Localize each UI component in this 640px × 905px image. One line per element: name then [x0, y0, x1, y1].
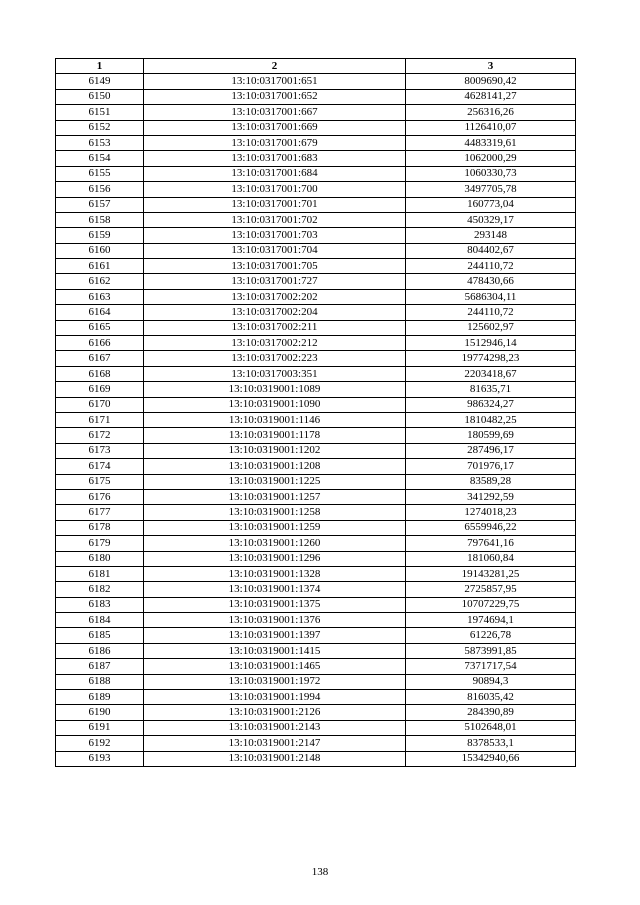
cadastral-number-cell: 13:10:0317001:700 [144, 182, 406, 197]
column-header-2: 2 [144, 59, 406, 74]
value-cell: 701976,17 [406, 459, 576, 474]
table-row [56, 443, 576, 458]
row-number-cell: 6176 [56, 489, 144, 504]
table-row [56, 520, 576, 535]
table-row [56, 428, 576, 443]
cadastral-number-cell: 13:10:0317001:679 [144, 135, 406, 150]
row-number-cell: 6187 [56, 659, 144, 674]
value-cell: 287496,17 [406, 443, 576, 458]
row-number-cell: 6181 [56, 566, 144, 581]
table-row [56, 659, 576, 674]
value-cell: 4483319,61 [406, 135, 576, 150]
table-row [56, 720, 576, 735]
table-header-row [56, 59, 576, 74]
cadastral-number-cell: 13:10:0319001:1375 [144, 597, 406, 612]
row-number-cell: 6170 [56, 397, 144, 412]
cadastral-number-cell: 13:10:0319001:1260 [144, 536, 406, 551]
cadastral-number-cell: 13:10:0319001:1374 [144, 582, 406, 597]
value-cell: 804402,67 [406, 243, 576, 258]
table-row [56, 305, 576, 320]
row-number-cell: 6166 [56, 336, 144, 351]
table-row [56, 320, 576, 335]
value-cell: 2725857,95 [406, 582, 576, 597]
table-row [56, 382, 576, 397]
row-number-cell: 6158 [56, 212, 144, 227]
cadastral-number-cell: 13:10:0317002:223 [144, 351, 406, 366]
table-row [56, 274, 576, 289]
table-row [56, 597, 576, 612]
table-row [56, 582, 576, 597]
row-number-cell: 6172 [56, 428, 144, 443]
cadastral-number-cell: 13:10:0319001:1208 [144, 459, 406, 474]
value-cell: 3497705,78 [406, 182, 576, 197]
table-body [56, 74, 576, 767]
value-cell: 478430,66 [406, 274, 576, 289]
row-number-cell: 6161 [56, 259, 144, 274]
cadastral-number-cell: 13:10:0317001:683 [144, 151, 406, 166]
value-cell: 797641,16 [406, 536, 576, 551]
value-cell: 293148 [406, 228, 576, 243]
row-number-cell: 6162 [56, 274, 144, 289]
column-header-1: 1 [56, 59, 144, 74]
cadastral-number-cell: 13:10:0319001:2148 [144, 751, 406, 766]
value-cell: 19143281,25 [406, 566, 576, 581]
cadastral-number-cell: 13:10:0319001:1089 [144, 382, 406, 397]
cadastral-number-cell: 13:10:0319001:1465 [144, 659, 406, 674]
value-cell: 83589,28 [406, 474, 576, 489]
cadastral-number-cell: 13:10:0317001:727 [144, 274, 406, 289]
table-row [56, 105, 576, 120]
row-number-cell: 6183 [56, 597, 144, 612]
value-cell: 19774298,23 [406, 351, 576, 366]
cadastral-number-cell: 13:10:0317002:211 [144, 320, 406, 335]
table-row [56, 135, 576, 150]
table-row [56, 289, 576, 304]
table-row [56, 212, 576, 227]
row-number-cell: 6169 [56, 382, 144, 397]
row-number-cell: 6174 [56, 459, 144, 474]
row-number-cell: 6185 [56, 628, 144, 643]
cadastral-number-cell: 13:10:0319001:1225 [144, 474, 406, 489]
value-cell: 1810482,25 [406, 412, 576, 427]
row-number-cell: 6177 [56, 505, 144, 520]
row-number-cell: 6178 [56, 520, 144, 535]
table-row [56, 536, 576, 551]
table-row [56, 628, 576, 643]
cadastral-number-cell: 13:10:0319001:1090 [144, 397, 406, 412]
cadastral-number-cell: 13:10:0317002:202 [144, 289, 406, 304]
value-cell: 5102648,01 [406, 720, 576, 735]
table-row [56, 736, 576, 751]
cadastral-number-cell: 13:10:0317001:703 [144, 228, 406, 243]
cadastral-number-cell: 13:10:0319001:1972 [144, 674, 406, 689]
table-row [56, 751, 576, 766]
cadastral-number-cell: 13:10:0319001:1376 [144, 613, 406, 628]
value-cell: 816035,42 [406, 690, 576, 705]
table-row [56, 366, 576, 381]
cadastral-number-cell: 13:10:0317001:704 [144, 243, 406, 258]
table-row [56, 505, 576, 520]
row-number-cell: 6193 [56, 751, 144, 766]
value-cell: 1126410,07 [406, 120, 576, 135]
value-cell: 284390,89 [406, 705, 576, 720]
cadastral-number-cell: 13:10:0317002:212 [144, 336, 406, 351]
value-cell: 8009690,42 [406, 74, 576, 89]
value-cell: 7371717,54 [406, 659, 576, 674]
row-number-cell: 6175 [56, 474, 144, 489]
value-cell: 1512946,14 [406, 336, 576, 351]
value-cell: 1060330,73 [406, 166, 576, 181]
row-number-cell: 6173 [56, 443, 144, 458]
row-number-cell: 6154 [56, 151, 144, 166]
table-row [56, 397, 576, 412]
row-number-cell: 6191 [56, 720, 144, 735]
row-number-cell: 6164 [56, 305, 144, 320]
cadastral-number-cell: 13:10:0319001:1415 [144, 643, 406, 658]
value-cell: 181060,84 [406, 551, 576, 566]
value-cell: 1062000,29 [406, 151, 576, 166]
cadastral-number-cell: 13:10:0317001:701 [144, 197, 406, 212]
cadastral-number-cell: 13:10:0317001:669 [144, 120, 406, 135]
cadastral-number-cell: 13:10:0319001:1397 [144, 628, 406, 643]
value-cell: 4628141,27 [406, 89, 576, 104]
column-header-3: 3 [406, 59, 576, 74]
row-number-cell: 6167 [56, 351, 144, 366]
row-number-cell: 6151 [56, 105, 144, 120]
value-cell: 8378533,1 [406, 736, 576, 751]
cadastral-number-cell: 13:10:0317001:684 [144, 166, 406, 181]
value-cell: 5873991,85 [406, 643, 576, 658]
row-number-cell: 6168 [56, 366, 144, 381]
cadastral-number-cell: 13:10:0317001:667 [144, 105, 406, 120]
value-cell: 90894,3 [406, 674, 576, 689]
cadastral-number-cell: 13:10:0319001:1202 [144, 443, 406, 458]
cadastral-number-cell: 13:10:0317001:651 [144, 74, 406, 89]
cadastral-number-cell: 13:10:0317002:204 [144, 305, 406, 320]
table-row [56, 182, 576, 197]
table-row [56, 351, 576, 366]
value-cell: 341292,59 [406, 489, 576, 504]
table-row [56, 705, 576, 720]
value-cell: 450329,17 [406, 212, 576, 227]
table-row [56, 643, 576, 658]
cadastral-number-cell: 13:10:0319001:2143 [144, 720, 406, 735]
cadastral-number-cell: 13:10:0319001:1257 [144, 489, 406, 504]
row-number-cell: 6159 [56, 228, 144, 243]
value-cell: 5686304,11 [406, 289, 576, 304]
row-number-cell: 6160 [56, 243, 144, 258]
cadastral-number-cell: 13:10:0317001:702 [144, 212, 406, 227]
table-row [56, 74, 576, 89]
cadastral-number-cell: 13:10:0319001:1258 [144, 505, 406, 520]
table-row [56, 166, 576, 181]
table-row [56, 690, 576, 705]
page-number: 138 [311, 866, 329, 878]
value-cell: 61226,78 [406, 628, 576, 643]
table-row [56, 489, 576, 504]
table-row [56, 613, 576, 628]
row-number-cell: 6157 [56, 197, 144, 212]
value-cell: 1274018,23 [406, 505, 576, 520]
value-cell: 180599,69 [406, 428, 576, 443]
cadastral-number-cell: 13:10:0319001:1146 [144, 412, 406, 427]
row-number-cell: 6186 [56, 643, 144, 658]
row-number-cell: 6179 [56, 536, 144, 551]
cadastral-number-cell: 13:10:0317003:351 [144, 366, 406, 381]
table-row [56, 228, 576, 243]
row-number-cell: 6171 [56, 412, 144, 427]
table-row [56, 674, 576, 689]
value-cell: 6559946,22 [406, 520, 576, 535]
value-cell: 244110,72 [406, 259, 576, 274]
cadastral-number-cell: 13:10:0319001:1328 [144, 566, 406, 581]
row-number-cell: 6184 [56, 613, 144, 628]
table-row [56, 459, 576, 474]
row-number-cell: 6182 [56, 582, 144, 597]
row-number-cell: 6189 [56, 690, 144, 705]
cadastral-number-cell: 13:10:0317001:705 [144, 259, 406, 274]
cadastral-number-cell: 13:10:0317001:652 [144, 89, 406, 104]
value-cell: 10707229,75 [406, 597, 576, 612]
row-number-cell: 6190 [56, 705, 144, 720]
value-cell: 125602,97 [406, 320, 576, 335]
cadastral-number-cell: 13:10:0319001:1259 [144, 520, 406, 535]
value-cell: 81635,71 [406, 382, 576, 397]
table-row [56, 336, 576, 351]
row-number-cell: 6150 [56, 89, 144, 104]
value-cell: 986324,27 [406, 397, 576, 412]
table-row [56, 412, 576, 427]
cadastral-number-cell: 13:10:0319001:1994 [144, 690, 406, 705]
value-cell: 15342940,66 [406, 751, 576, 766]
row-number-cell: 6149 [56, 74, 144, 89]
value-cell: 2203418,67 [406, 366, 576, 381]
row-number-cell: 6152 [56, 120, 144, 135]
row-number-cell: 6155 [56, 166, 144, 181]
table-row [56, 120, 576, 135]
table-row [56, 566, 576, 581]
value-cell: 160773,04 [406, 197, 576, 212]
value-cell: 256316,26 [406, 105, 576, 120]
table-row [56, 89, 576, 104]
row-number-cell: 6153 [56, 135, 144, 150]
row-number-cell: 6165 [56, 320, 144, 335]
cadastral-number-cell: 13:10:0319001:1296 [144, 551, 406, 566]
row-number-cell: 6156 [56, 182, 144, 197]
table-row [56, 197, 576, 212]
table-row [56, 243, 576, 258]
cadastral-number-cell: 13:10:0319001:2147 [144, 736, 406, 751]
row-number-cell: 6163 [56, 289, 144, 304]
row-number-cell: 6180 [56, 551, 144, 566]
row-number-cell: 6188 [56, 674, 144, 689]
table-row [56, 259, 576, 274]
value-cell: 244110,72 [406, 305, 576, 320]
table-row [56, 551, 576, 566]
cadastral-number-cell: 13:10:0319001:2126 [144, 705, 406, 720]
data-table [55, 58, 576, 767]
table-row [56, 474, 576, 489]
value-cell: 1974694,1 [406, 613, 576, 628]
cadastral-number-cell: 13:10:0319001:1178 [144, 428, 406, 443]
table-row [56, 151, 576, 166]
row-number-cell: 6192 [56, 736, 144, 751]
